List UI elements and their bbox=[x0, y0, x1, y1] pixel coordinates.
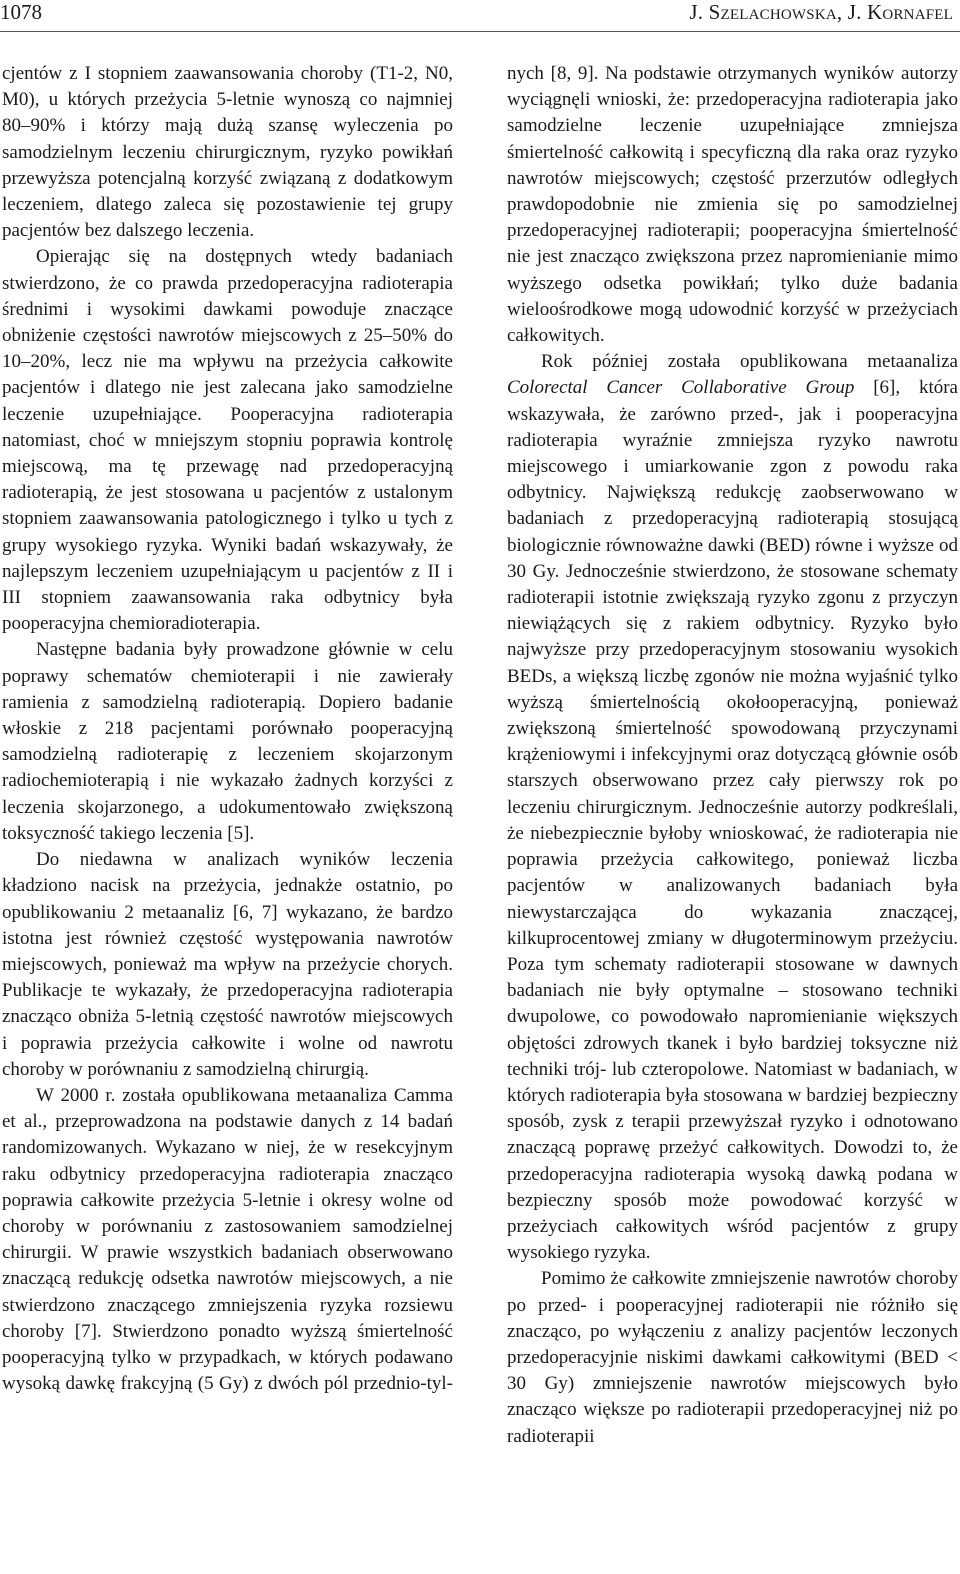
paragraph: W 2000 r. została opublikowana metaanaliza Camma et al., przeprowadzona na podstawie danych z 14 badań randomizowanych. Wykazano w niej, że w resekcyjnym raku odbytnicy przedoperacyjna radioterapia znacząco poprawia całkowite przeżycia 5-letnie i okresy wolne od choroby w porównaniu z zastosowaniem samodzielnej chirurgii. W prawie wszystkich badaniach obserwowano znaczącą redukcję odsetka nawrotów miejscowych, a nie stwierdzono znaczącego zmniejszenia ryzyka rozsiewu choroby [7]. Stwierdzono ponadto wyższą śmiertelność pooperacyjną tylko w przypadkach, w których podawano wysoką dawkę frakcyjną (5 Gy) z dwóch pól przednio-tyl- bbox=[2, 1084, 453, 1395]
header-rule bbox=[0, 31, 960, 32]
study-group-name: Colorectal Cancer Collaborative Group bbox=[507, 377, 855, 399]
paragraph bbox=[507, 349, 958, 1266]
paragraph-text: [6], która wskazywała, że zarówno przed-, jak i pooperacyjna radioterapia wyraźnie zmniejsza ryzyko nawrotu miejscowego i umiarkowanie zgon z powodu raka odbytnicy. Największą redukcję zaobserwowano w badaniach z przedoperacyjną radioterapią stosującą biologicznie równoważne dawki (BED) równe i wyższe od 30 Gy. Jednocześnie stwierdzono, że stosowane schematy radioterapii istotnie zwiększają ryzyko zgonu z przyczyn niewiążących się z rakiem odbytnicy. Ryzyko było najwyższe przy przedoperacyjnym stosowaniu wysokich BEDs, a większą liczbę zgonów nie można wyjaśnić tylko wyższą śmiertelnością okołooperacyjną, ponieważ zwiększoną śmiertelność spowodowaną przyczynami krążeniowymi i infekcyjnymi oraz dotyczącą głównie osób starszych obserwowano przez cały pierwszy rok po leczeniu chirurgicznym. Jednocześnie autorzy podkreślali, że niebezpiecznie byłoby wnioskować, że radioterapia nie poprawia przeżycia całkowitego, ponieważ liczba pacjentów w analizowanych badaniach była niewystarczająca do wykazania znaczącej, kilkuprocentowej zmiany w długoterminowym przeżyciu. Poza tym schematy radioterapii stosowane w dawnych badaniach nie były optymalne – stosowano techniki dwupolowe, co powodowało napromienianie większych objętości zdrowych tkanek i było bardziej toksyczne niż techniki trój- lub czteropolowe. Natomiast w badaniach, w których radioterapia była stosowana w bardziej bezpieczny sposób, zysk z terapii przewyższał ryzyko i odnotowano znaczącą poprawę przeżyć całkowitych. Dowodzi to, że przedoperacyjna radioterapia wysoką dawką podana w bezpieczny sposób może powodować korzyść w przeżyciach całkowitych wśród pacjentów z grupy wysokiego ryzyka. bbox=[507, 377, 958, 1264]
paragraph: Opierając się na dostępnych wtedy badaniach stwierdzono, że co prawda przedoperacyjna radioterapia średnimi i wysokimi dawkami powoduje znaczące obniżenie częstości nawrotów miejscowych z 25–50% do 10–20%, lecz nie ma wpływu na przeżycia całkowite pacjentów i dlatego nie jest zalecana jako samodzielne leczenie uzupełniające. Pooperacyjna radioterapia natomiast, choć w mniejszym stopniu poprawia kontrolę miejscową, ma tę przewagę nad przedoperacyjną radioterapią, że jest stosowana u pacjentów z ustalonym stopniem zaawansowania patologicznego i tylko u tych z grupy wysokiego ryzyka. Wyniki badań wskazywały, że najlepszym leczeniem uzupełniającym u pacjentów z II i III stopniem zaawansowania raka odbytnicy była pooperacyjna chemioradioterapia. bbox=[2, 246, 453, 635]
right-column bbox=[507, 61, 958, 1450]
paragraph: nych [8, 9]. Na podstawie otrzymanych wyników autorzy wyciągnęli wnioski, że: przedoperacyjna radioterapia jako samodzielne leczenie uzupełniające zmniejsza śmiertelność całkowitą i specyficzną dla raka oraz ryzyko nawrotów miejscowych; częstość przerzutów odległych prawdopodobnie nie zmienia się po samodzielnej przedoperacyjnej radioterapii; pooperacyjna śmiertelność nie jest znacząco zwiększona przez napromienianie mimo wyższego odsetka powikłań; tylko duże badania wieloośrodkowe mogą udowodnić korzyść w przeżyciach całkowitych. bbox=[507, 63, 958, 347]
page-header bbox=[0, 0, 960, 32]
paragraph: Następne badania były prowadzone głównie w celu poprawy schematów chemioterapii i nie zawierały ramienia z samodzielną radioterapią. Dopiero badanie włoskie z 218 pacjentami porównało pooperacyjną samodzielną radioterapię z leczeniem skojarzonym radiochemioterapią i nie wykazało żadnych korzyści z leczenia skojarzonego, a udokumentowało zwiększoną toksyczność takiego leczenia [5]. bbox=[2, 639, 453, 844]
paragraph: cjentów z I stopniem zaawansowania choroby (T1-2, N0, M0), u których przeżycia 5-letnie wynoszą co najmniej 80–90% i którzy mają dużą szansę wyleczenia po samodzielnym leczeniu chirurgicznym, ryzyko powikłań przewyższa potencjalną korzyść związaną z dodatkowym leczeniem, dlatego zaleca się pozostawienie tej grupy pacjentów bez dalszego leczenia. bbox=[2, 63, 453, 242]
left-column bbox=[2, 61, 453, 1397]
page-number: 1078 bbox=[0, 0, 42, 24]
paragraph: Pomimo że całkowite zmniejszenie nawrotów choroby po przed- i pooperacyjnej radioterapii nie różniło się znacząco, po wyłączeniu z analizy pacjentów leczonych przedoperacyjnie niskimi dawkami całkowitymi (BED < 30 Gy) zmniejszenie nawrotów miejscowych było znacząco większe po radioterapii przedoperacyjnej niż po radioterapii bbox=[507, 1268, 958, 1447]
paragraph: Do niedawna w analizach wyników leczenia kładziono nacisk na przeżycia, jednakże ostatnio, po opublikowaniu 2 metaanaliz [6, 7] wykazano, że bardzo istotna jest również częstość występowania nawrotów miejscowych, ponieważ ma wpływ na przeżycie chorych. Publikacje te wykazały, że przedoperacyjna radioterapia znacząco obniża 5-letnią częstość nawrotów miejscowych i poprawia przeżycia całkowite i wolne od nawrotu choroby w porównaniu z samodzielną chirurgią. bbox=[2, 849, 453, 1080]
paragraph-text: Rok później została opublikowana metaanaliza bbox=[541, 351, 958, 373]
running-head: J. Szelachowska, J. Kornafel bbox=[689, 0, 953, 24]
